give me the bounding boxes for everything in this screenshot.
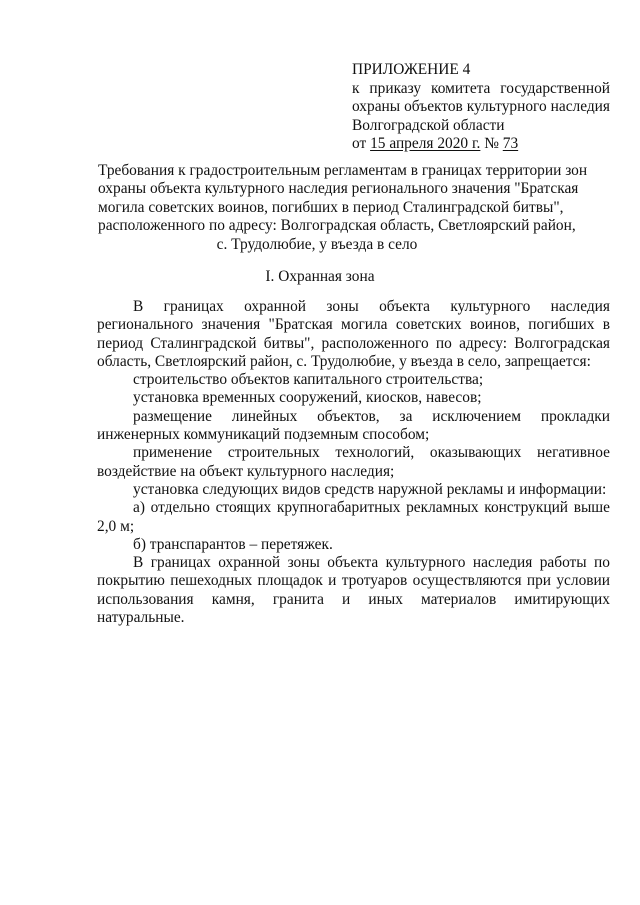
date-prefix: от xyxy=(352,135,371,153)
title-line-3: могила советских воинов, погибших в период Сталинградской битвы", xyxy=(98,198,564,216)
order-date: 15 апреля 2020 г. xyxy=(370,135,481,153)
title-line-1: Требования к градостроительным регламентам в границах территории зон xyxy=(98,162,588,179)
paragraph-intro: В границах охранной зоны объекта культурного наследия регионального значения "Братская могила советских воинов, погибших в период Сталинградской битвы", расположенного по адресу: Волгоградская область, Светлоярский район, с. Трудолюбие, у въезда в село, запрещается: xyxy=(97,298,610,370)
paragraph-item: установка следующих видов средств наружной рекламы и информации: xyxy=(133,480,607,498)
appendix-order-line: к приказу комитета государственной xyxy=(352,79,610,97)
document-title xyxy=(98,162,588,254)
appendix-header xyxy=(352,61,610,154)
number-prefix: № xyxy=(480,135,503,153)
title-line-4: расположенного по адресу: Волгоградская область, Светлоярский район, xyxy=(98,217,576,235)
appendix-title: ПРИЛОЖЕНИЕ 4 xyxy=(352,61,471,78)
paragraph-item: установка временных сооружений, киосков, навесов; xyxy=(133,389,482,407)
paragraph-item: строительство объектов капитального строительства; xyxy=(133,371,484,389)
paragraph-subitem: б) транспарантов – перетяжек. xyxy=(133,535,333,553)
paragraph-subitem: а) отдельно стоящих крупногабаритных рекламных конструкций выше 2,0 м; xyxy=(97,499,610,535)
document-body xyxy=(97,298,610,627)
appendix-committee-line: охраны объектов культурного наследия xyxy=(352,98,610,116)
title-line-5: с. Трудолюбие, у въезда в село xyxy=(216,235,418,253)
order-number: 73 xyxy=(502,135,519,153)
paragraph-item: размещение линейных объектов, за исключением прокладки инженерных коммуникаций подземным способом; xyxy=(97,407,610,444)
appendix-region-line: Волгоградской области xyxy=(352,116,505,134)
title-line-2: охраны объекта культурного наследия регионального значения "Братская xyxy=(98,180,579,198)
section-heading: I. Охранная зона xyxy=(265,268,375,285)
appendix-date-line xyxy=(352,135,610,154)
paragraph-item: применение строительных технологий, оказывающих негативное воздействие на объект культурного наследия; xyxy=(97,444,610,480)
paragraph-closing: В границах охранной зоны объекта культурного наследия работы по покрытию пешеходных площадок и тротуаров осуществляются при условии использования камня, гранита и иных материалов имитирующих натуральные. xyxy=(97,554,610,627)
